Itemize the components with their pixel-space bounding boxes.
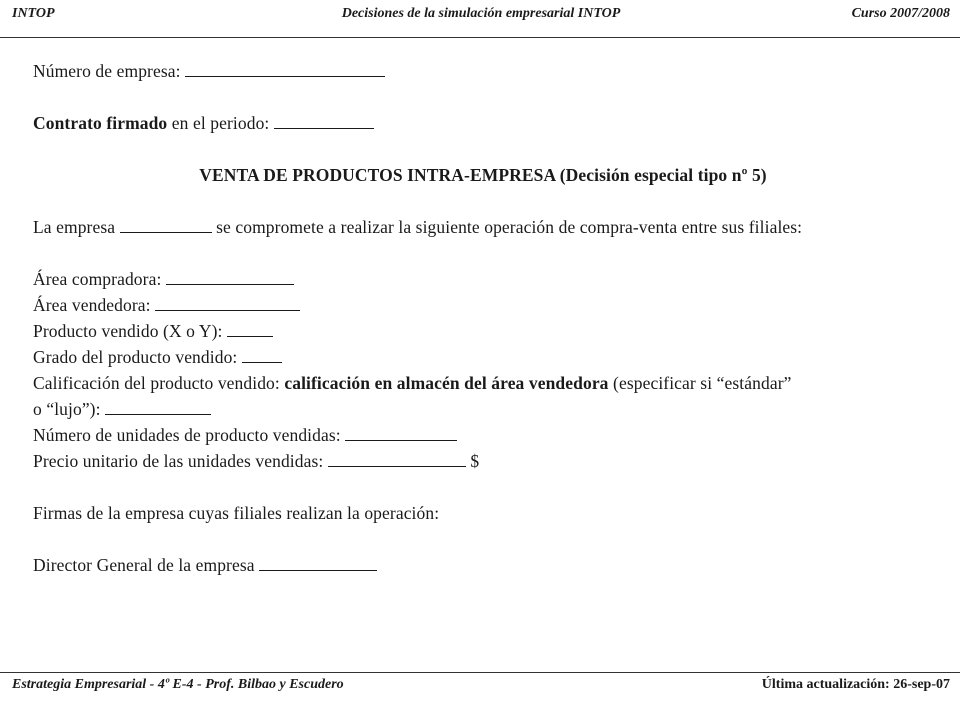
- area-vendedora-blank[interactable]: [155, 295, 300, 311]
- area-compradora-blank[interactable]: [166, 269, 294, 285]
- form-title: VENTA DE PRODUCTOS INTRA-EMPRESA (Decisión especial tipo nº 5): [199, 165, 767, 185]
- contrato-label: en el periodo:: [171, 113, 270, 133]
- contrato-blank[interactable]: [274, 113, 374, 129]
- numero-empresa-label: Número de empresa:: [33, 61, 181, 81]
- producto-vendido-label: Producto vendido (X o Y):: [33, 321, 223, 341]
- contrato-line: [33, 110, 933, 136]
- calificacion-line-2: [33, 396, 933, 422]
- calificacion-line: [33, 370, 933, 396]
- calificacion-label: Calificación del producto vendido:: [33, 373, 280, 393]
- calificacion-blank[interactable]: [105, 399, 211, 415]
- empresa-rest: se compromete a realizar la siguiente operación de compra-venta entre sus filiales:: [216, 217, 803, 237]
- empresa-label: La empresa: [33, 217, 116, 237]
- precio-unitario-blank[interactable]: [328, 451, 466, 467]
- footer-rule: [0, 672, 960, 673]
- precio-unitario-label: Precio unitario de las unidades vendidas:: [33, 451, 324, 471]
- producto-vendido-line: [33, 318, 933, 344]
- numero-empresa-line: [33, 58, 933, 84]
- header-left: INTOP: [12, 6, 55, 21]
- page-footer: [12, 677, 950, 699]
- grado-line: [33, 344, 933, 370]
- header-center: Decisiones de la simulación empresarial INTOP: [341, 6, 621, 21]
- grado-label: Grado del producto vendido:: [33, 347, 238, 367]
- director-label: Director General de la empresa: [33, 555, 255, 575]
- currency-symbol: $: [470, 451, 480, 471]
- calificacion-line2-label: o “lujo”):: [33, 399, 101, 419]
- num-unidades-line: [33, 422, 933, 448]
- empresa-line: [33, 214, 933, 240]
- num-unidades-blank[interactable]: [345, 425, 457, 441]
- director-line: [33, 552, 933, 578]
- precio-unitario-line: [33, 448, 933, 474]
- contrato-label-bold: Contrato firmado: [33, 113, 168, 133]
- director-blank[interactable]: [259, 555, 377, 571]
- producto-vendido-blank[interactable]: [227, 321, 273, 337]
- footer-left: Estrategia Empresarial - 4º E-4 - Prof. Bilbao y Escudero: [12, 677, 344, 692]
- empresa-blank[interactable]: [120, 217, 212, 233]
- header-right: Curso 2007/2008: [851, 6, 950, 21]
- num-unidades-label: Número de unidades de producto vendidas:: [33, 425, 341, 445]
- firmas-line: Firmas de la empresa cuyas filiales realizan la operación:: [33, 503, 440, 523]
- header-rule: [0, 37, 960, 38]
- calificacion-rest: (especificar si “estándar”: [613, 373, 792, 393]
- area-vendedora-line: [33, 292, 933, 318]
- area-compradora-label: Área compradora:: [33, 269, 162, 289]
- grado-blank[interactable]: [242, 347, 282, 363]
- page-header: [12, 6, 950, 30]
- footer-right: Última actualización: 26-sep-07: [761, 677, 950, 692]
- calificacion-bold: calificación en almacén del área vendedora: [284, 373, 609, 393]
- numero-empresa-blank[interactable]: [185, 61, 385, 77]
- area-vendedora-label: Área vendedora:: [33, 295, 151, 315]
- area-compradora-line: [33, 266, 933, 292]
- form-body: [33, 58, 933, 578]
